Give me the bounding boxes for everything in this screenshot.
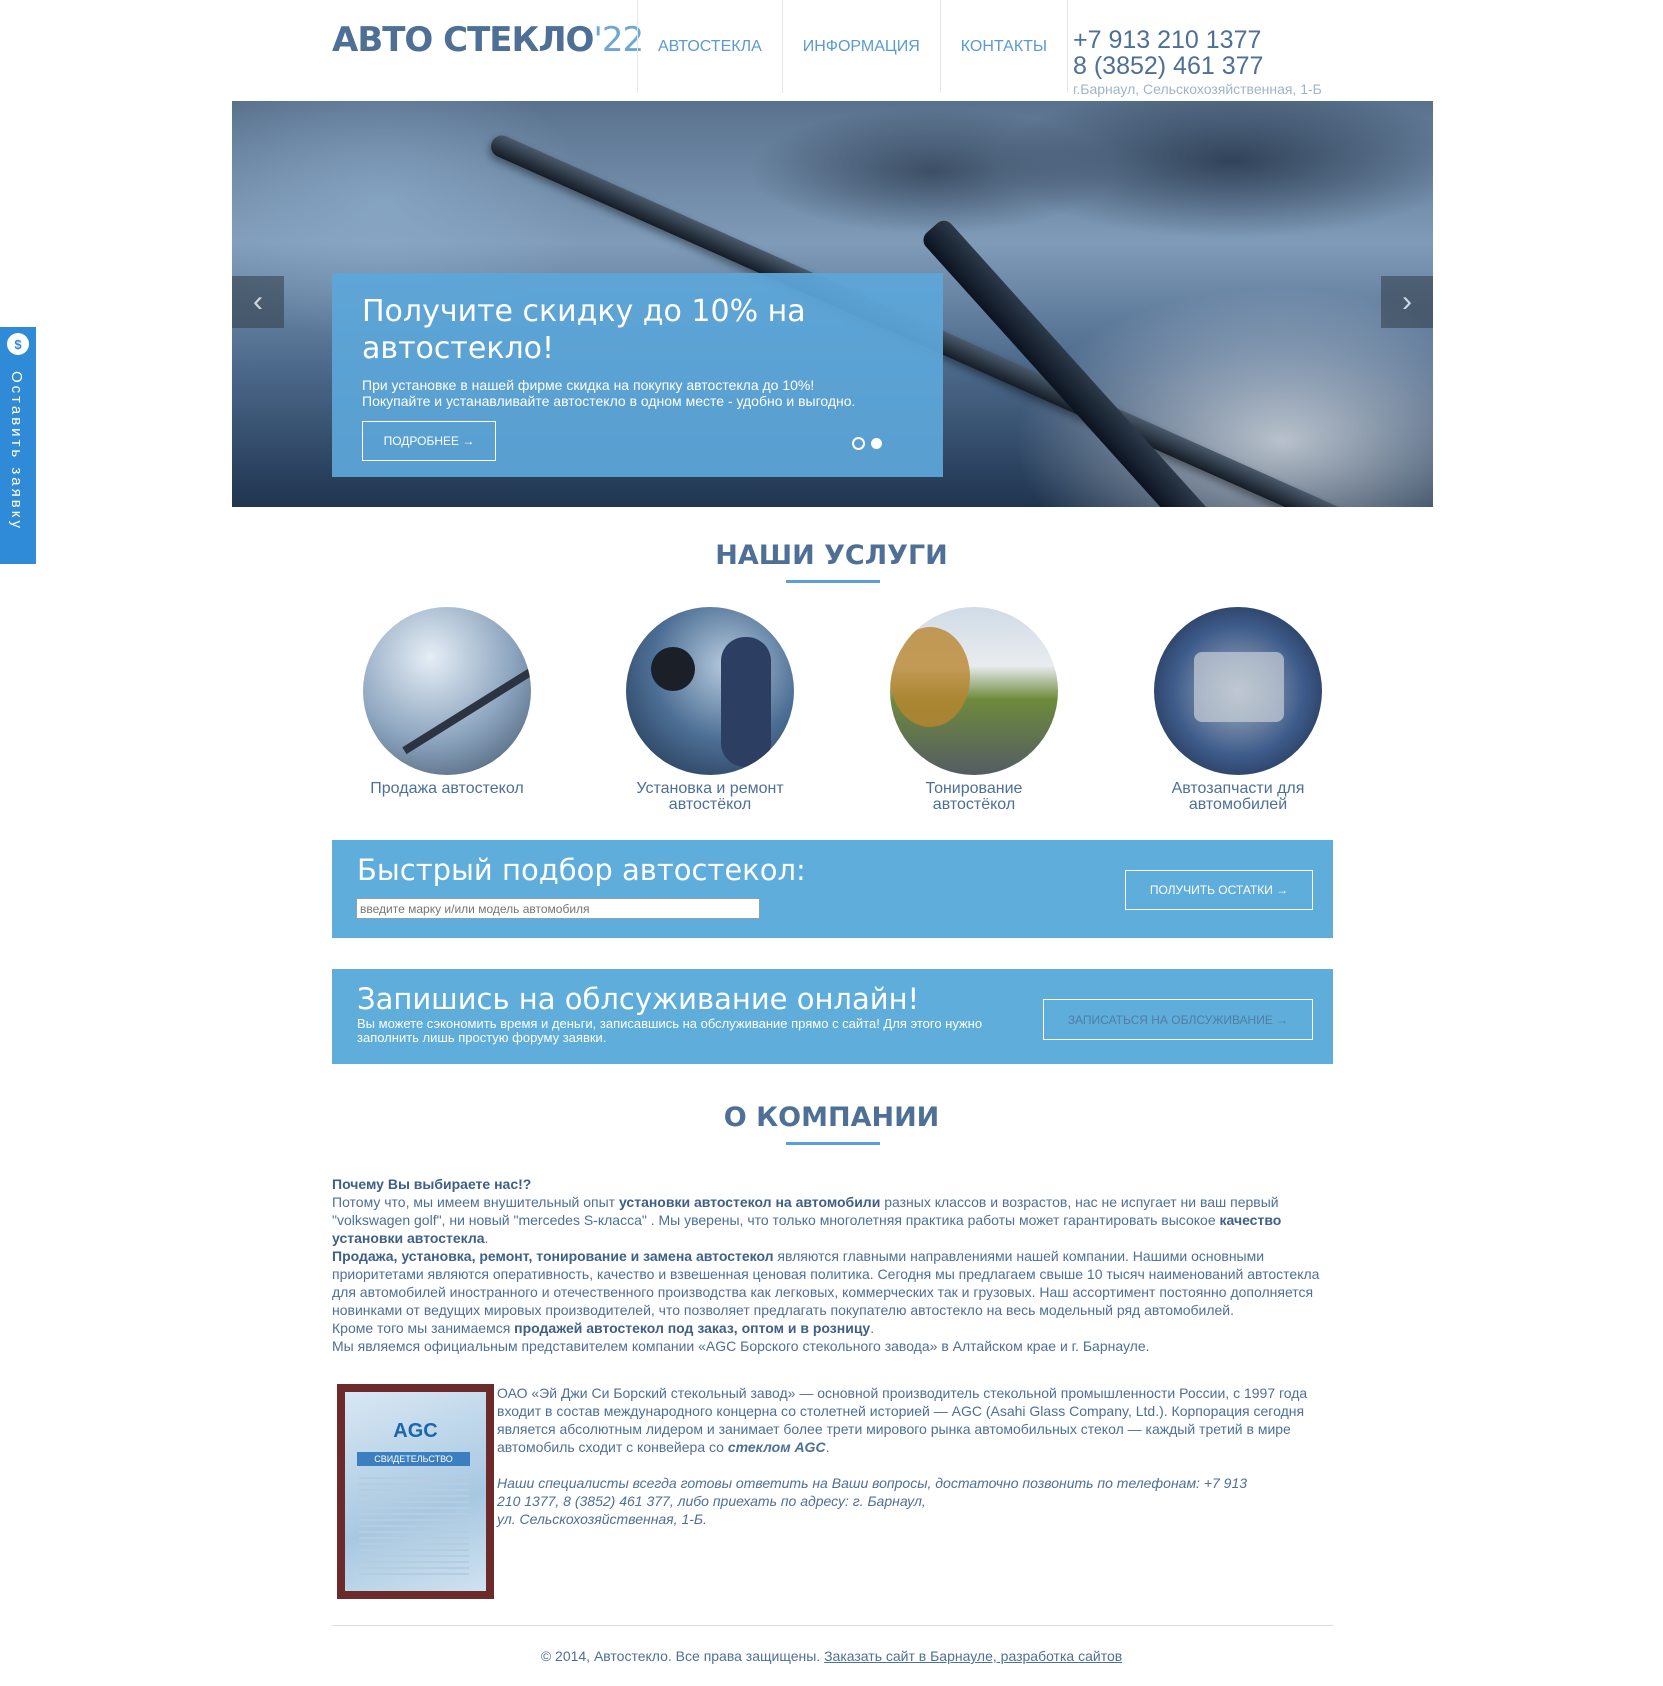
nav-item-avtostekla[interactable]: АВТОСТЕКЛА (637, 0, 782, 93)
chevron-left-icon: ‹ (253, 285, 263, 318)
services-heading: НАШИ УСЛУГИ (715, 540, 948, 571)
slide-caption (332, 273, 943, 477)
slider-dot-2[interactable] (871, 438, 882, 449)
service-install[interactable] (580, 607, 840, 813)
agc-paragraph: ОАО «Эй Джи Си Борский стекольный завод» — основной производитель стекольной промышленности России, с 1997 года входит в состав международного концерна со столетней историей — AGC (Asahi Glass Company, Ltd.). Корпорация сегодня является абсолютным лидером и занимает более трети мирового рынка автомобильных стекол — каждый третий в мире автомобиль сходит с конвейера со стеклом AGC. (497, 1385, 1308, 1455)
services-heading-underline (786, 580, 880, 583)
booking-text: Вы можете сэкономить время и деньги, записавшись на обслуживание прямо с сайта! Для этого нужно заполнить лишь простую форуму заявки. (357, 1016, 983, 1045)
about-paragraph-1: Потому что, мы имеем внушительный опыт установки автостекол на автомобили разных классов и возрастов, нас не испугает ни ваш первый "volkswagen golf", ни новый "mercedes S-класса" . Мы уверены, что только многолетняя практика работы может гарантировать высокое качество установки автостекла. (332, 1194, 1282, 1246)
chat-icon: $ (7, 333, 29, 355)
cert-title: СВИДЕТЕЛЬСТВО (357, 1452, 470, 1466)
about-text (332, 1175, 1333, 1355)
service-tinting-label: Тонирование автостёкол (925, 780, 1023, 813)
about-heading-underline (786, 1142, 880, 1145)
site-logo[interactable] (332, 20, 643, 60)
footer-divider (332, 1625, 1333, 1626)
agc-contact-paragraph: Наши специалисты всегда готовы ответить на Ваши вопросы, достаточно позвонить по телефонам: +7 913 210 1377, 8 (3852) 461 377, либо приехать по адресу: г. Барнаул, ул. Сельскохозяйственная, 1-Б. (497, 1475, 1248, 1527)
slide-text-line2: Покупайте и устанавливайте автостекло в одном месте - удобно и выгодно. (362, 393, 856, 409)
about-paragraph-3: Кроме того мы занимаемся продажей автостекол под заказ, оптом и в розницу. (332, 1320, 875, 1336)
hero-slider (232, 101, 1433, 507)
service-parts[interactable] (1108, 607, 1368, 813)
cert-agc-logo: AGC (393, 1420, 438, 1442)
logo-suffix: '22 (593, 20, 644, 60)
quick-search-banner (332, 840, 1333, 938)
service-sale-label: Продажа автостекол (370, 780, 524, 797)
footer (0, 1648, 1663, 1664)
about-paragraph-4: Мы являемся официальным представителем компании «AGC Борского стекольного завода» в Алтайском крае и г. Барнауле. (332, 1338, 1150, 1354)
booking-title: Запишись на облсуживание онлайн! (357, 982, 920, 1016)
book-service-button[interactable]: ЗАПИСАТЬСЯ НА ОБЛСУЖИВАНИЕ → (1043, 999, 1313, 1040)
service-parts-label: Автозапчасти для автомобилей (1171, 780, 1305, 813)
slide-text (362, 377, 913, 409)
booking-banner (332, 969, 1333, 1064)
service-sale[interactable] (317, 607, 577, 797)
service-tinting-image (890, 607, 1058, 775)
slide-title: Получите скидку до 10% на автостекло! (362, 294, 806, 366)
slider-next-button[interactable] (1381, 276, 1433, 328)
quick-search-title: Быстрый подбор автостекол: (357, 853, 806, 887)
agc-certificate-image (337, 1384, 494, 1599)
nav-item-informaciya[interactable]: ИНФОРМАЦИЯ (782, 0, 940, 93)
slider-prev-button[interactable] (232, 276, 284, 328)
service-sale-image (363, 607, 531, 775)
slider-dot-1[interactable] (852, 437, 865, 450)
nav-item-kontakty[interactable]: КОНТАКТЫ (940, 0, 1068, 93)
footer-copyright: © 2014, Автостекло. Все права защищены. (540, 1648, 825, 1664)
slide-text-line1: При установке в нашей фирме скидка на покупку автостекла до 10%! (362, 377, 815, 393)
leave-request-label: Оставить заявку (8, 371, 25, 531)
slide-more-button[interactable]: ПОДРОБНЕЕ → (362, 421, 496, 461)
get-stock-button[interactable]: ПОЛУЧИТЬ ОСТАТКИ → (1125, 870, 1313, 910)
agc-description (497, 1384, 1317, 1528)
slider-dots (852, 437, 882, 450)
leave-request-tab[interactable] (0, 327, 36, 564)
about-paragraph-2: Продажа, установка, ремонт, тонирование и замена автостекол являются главными направлениями нашей компании. Нашими основными приоритетами являются оперативность, качество и взвешенная ценовая политика. Сегодня мы предлагаем свыше 10 тысяч наименований автостекла для автомобилей иностранного и отечественного производства как легковых, коммерческих так и грузовых. Наш ассортимент постоянно дополняется новинками от ведущих мировых производителей, что позволяет предлагать покупателю автостекло на весь модельный ряд автомобилей. (332, 1248, 1320, 1318)
logo-main: АВТО СТЕКЛО (332, 20, 594, 60)
car-model-input[interactable] (356, 898, 760, 919)
about-why-title: Почему Вы выбираете нас!? (332, 1176, 532, 1192)
main-nav (637, 0, 1068, 93)
phone-city[interactable]: 8 (3852) 461 377 (1073, 52, 1264, 80)
footer-dev-link[interactable]: Заказать сайт в Барнауле, разработка сайтов (824, 1648, 1123, 1664)
service-tinting[interactable] (844, 607, 1104, 813)
header-contacts (1073, 27, 1322, 97)
service-install-image (626, 607, 794, 775)
service-install-label: Установка и ремонт автостёкол (636, 780, 784, 813)
phone-mobile[interactable]: +7 913 210 1377 (1073, 26, 1262, 54)
service-parts-image (1154, 607, 1322, 775)
chevron-right-icon: › (1402, 285, 1412, 318)
about-heading: О КОМПАНИИ (723, 1102, 940, 1133)
header-address: г.Барнаул, Сельскохозяйственная, 1-Б (1073, 81, 1322, 97)
